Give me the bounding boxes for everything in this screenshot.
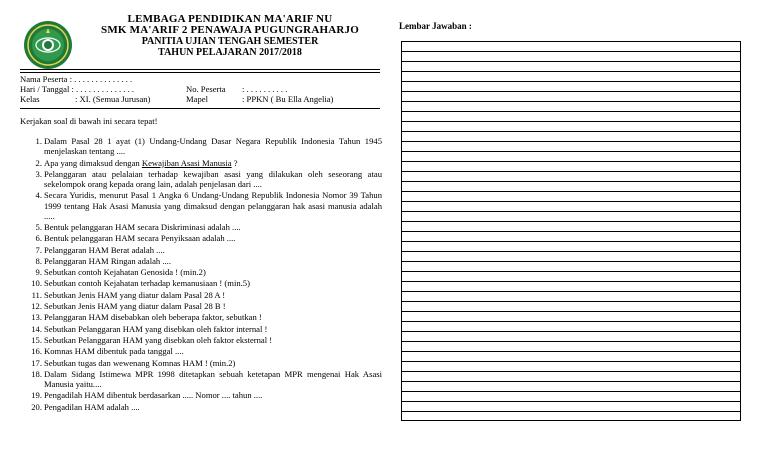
question-text: ? xyxy=(231,157,238,168)
answer-line[interactable] xyxy=(401,181,741,191)
question-number: 7. xyxy=(35,244,42,255)
answer-line[interactable] xyxy=(401,71,741,81)
nu-logo-icon xyxy=(23,20,73,70)
question-number: 16. xyxy=(31,346,42,357)
answer-line[interactable] xyxy=(401,91,741,101)
question-text: Pelanggaran HAM disebabkan oleh beberapa faktor, sebutkan ! xyxy=(44,312,262,323)
answer-line[interactable] xyxy=(401,251,741,261)
question-text: Secara Yuridis, menurut Pasal 1 Angka 6 Undang-Undang Republik Indonesia Nomor 39 Tahun 1999 tentang Hak Asasi Manusia yang dimaksud dengan pelanggaran hak asasi manusia adalah ..... xyxy=(44,190,382,221)
answer-line[interactable] xyxy=(401,331,741,341)
answer-line[interactable] xyxy=(401,391,741,401)
question-number: 14. xyxy=(31,323,42,334)
instruction: Kerjakan soal di bawah ini secara tepat! xyxy=(20,116,158,126)
question-text: Pengadilan HAM adalah .... xyxy=(44,401,140,412)
answer-line[interactable] xyxy=(401,221,741,231)
answer-line[interactable] xyxy=(401,151,741,161)
question-text: Dalam Pasal 28 1 ayat (1) Undang-Undang Dasar Negara Republik Indonesia Tahun 1945 menjelaskan tentang .... xyxy=(44,136,382,157)
question-text: Pelanggaran HAM Ringan adalah .... xyxy=(44,255,171,266)
header-line-2: SMK MA'ARIF 2 PENAWAJA PUGUNGRAHARJO xyxy=(101,24,359,36)
answer-line[interactable] xyxy=(401,241,741,251)
answer-line[interactable] xyxy=(401,361,741,371)
question-text: Dalam Sidang Istimewa MPR 1998 ditetapkan sebuah ketetapan MPR mengenai Hak Asasi Manusia yaitu.... xyxy=(44,368,382,390)
question-text: Bentuk pelanggaran HAM secara Diskriminasi adalah .... xyxy=(44,222,241,232)
question-term-underlined: Kewajiban Asasi Manusia xyxy=(141,157,232,168)
no-peserta-field[interactable]: : . . . . . . . . . . xyxy=(242,84,288,94)
question-text: Sebutkan tugas dan wewenang Komnas HAM ! (min.2) xyxy=(44,357,236,368)
question-text: Pengadilah HAM dibentuk berdasarkan ..... Nomor .... tahun .... xyxy=(44,390,263,401)
question-text: Sebutkan Jenis HAM yang diatur dalam Pasal 28 A ! xyxy=(44,289,226,300)
header-divider xyxy=(20,69,380,70)
question-item xyxy=(20,290,382,300)
question-number: 2. xyxy=(35,157,42,168)
question-item xyxy=(20,267,382,277)
header-line-3: PANITIA UJIAN TENGAH SEMESTER xyxy=(141,36,319,47)
question-item xyxy=(20,256,382,266)
mapel-value: : PPKN ( Bu Ella Angelia) xyxy=(242,94,334,104)
question-list xyxy=(20,136,382,413)
question-number: 3. xyxy=(35,168,42,179)
header-line-4: TAHUN PELAJARAN 2017/2018 xyxy=(158,47,302,58)
answer-line[interactable] xyxy=(401,411,741,421)
question-number: 8. xyxy=(35,255,42,266)
answer-line[interactable] xyxy=(401,121,741,131)
question-number: 11. xyxy=(31,289,42,300)
question-item xyxy=(20,190,382,221)
question-text: Sebutkan contoh Kejahatan terhadap kemanusiaan ! (min.5) xyxy=(44,278,250,289)
question-number: 18. xyxy=(31,368,42,379)
answer-line[interactable] xyxy=(401,171,741,181)
answer-line[interactable] xyxy=(401,401,741,411)
question-item xyxy=(20,312,382,322)
answer-line[interactable] xyxy=(401,191,741,201)
question-item xyxy=(20,245,382,255)
answer-sheet-title: Lembar Jawaban : xyxy=(399,21,472,31)
answer-line[interactable] xyxy=(401,51,741,61)
mapel-label: Mapel xyxy=(186,94,208,104)
question-text: Sebutkan Pelanggaran HAM yang disebkan oleh faktor eksternal ! xyxy=(44,334,273,345)
kelas-label: Kelas xyxy=(20,94,40,104)
no-peserta-label: No. Peserta xyxy=(186,84,226,94)
answer-line[interactable] xyxy=(401,311,741,321)
answer-line[interactable] xyxy=(401,111,741,121)
question-number: 13. xyxy=(31,312,42,323)
question-item xyxy=(20,324,382,334)
answer-line[interactable] xyxy=(401,41,741,51)
question-text: Bentuk pelanggaran HAM secara Penyiksaan adalah .... xyxy=(44,233,236,244)
question-number: 6. xyxy=(35,233,42,244)
question-number: 1. xyxy=(35,136,42,146)
question-number: 9. xyxy=(35,267,42,278)
question-number: 4. xyxy=(35,190,42,201)
question-text: Apa yang dimaksud dengan xyxy=(44,157,142,168)
answer-line[interactable] xyxy=(401,291,741,301)
header-line-1: LEMBAGA PENDIDIKAN MA'ARIF NU xyxy=(127,13,333,25)
question-text: Sebutkan Jenis HAM yang diatur dalam Pasal 28 B ! xyxy=(44,301,226,312)
answer-line[interactable] xyxy=(401,161,741,171)
question-item xyxy=(20,222,382,232)
answer-line[interactable] xyxy=(401,351,741,361)
question-item xyxy=(20,346,382,356)
question-text: Komnas HAM dibentuk pada tanggal .... xyxy=(44,346,184,357)
question-item xyxy=(20,335,382,345)
question-item xyxy=(20,390,382,400)
answer-line[interactable] xyxy=(401,61,741,71)
answer-line[interactable] xyxy=(401,131,741,141)
question-number: 5. xyxy=(35,222,42,232)
nama-field[interactable]: Nama Peserta : . . . . . . . . . . . . . . xyxy=(20,74,133,84)
question-item xyxy=(20,301,382,311)
question-text: Sebutkan Pelanggaran HAM yang disebkan oleh faktor internal ! xyxy=(44,323,268,334)
question-item xyxy=(20,369,382,389)
question-number: 15. xyxy=(31,334,42,345)
info-divider xyxy=(20,108,380,109)
question-number: 20. xyxy=(31,401,42,412)
answer-line[interactable] xyxy=(401,301,741,311)
hari-field[interactable]: Hari / Tanggal : . . . . . . . . . . . . . . xyxy=(20,84,135,94)
question-number: 10. xyxy=(31,278,42,289)
question-item xyxy=(20,169,382,189)
answer-line[interactable] xyxy=(401,141,741,151)
answer-line[interactable] xyxy=(401,341,741,351)
school-header xyxy=(80,14,380,58)
question-text: Sebutkan contoh Kejahatan Genosida ! (min.2) xyxy=(44,267,206,278)
answer-line[interactable] xyxy=(401,201,741,211)
question-number: 17. xyxy=(31,357,42,368)
answer-line[interactable] xyxy=(401,281,741,291)
question-item xyxy=(20,158,382,168)
question-item xyxy=(20,136,382,156)
question-number: 12. xyxy=(31,301,42,312)
answer-sheet[interactable] xyxy=(401,41,741,421)
answer-line[interactable] xyxy=(401,231,741,241)
question-item xyxy=(20,358,382,368)
question-number: 19. xyxy=(31,390,42,401)
question-item xyxy=(20,233,382,243)
header-divider-thin xyxy=(20,72,380,73)
answer-line[interactable] xyxy=(401,81,741,91)
answer-line[interactable] xyxy=(401,211,741,221)
answer-line[interactable] xyxy=(401,381,741,391)
question-text: Pelanggaran atau pelalaian terhadap kewajiban asasi yang dilakukan oleh seseorang atau sekelompok orang kepada orang lain, adalah penjelasan dari .... xyxy=(44,168,382,189)
answer-line[interactable] xyxy=(401,271,741,281)
question-item xyxy=(20,278,382,288)
kelas-value: : XI. (Semua Jurusan) xyxy=(75,94,151,104)
question-text: Pelanggaran HAM Berat adalah .... xyxy=(44,244,165,255)
answer-line[interactable] xyxy=(401,101,741,111)
answer-line[interactable] xyxy=(401,371,741,381)
answer-line[interactable] xyxy=(401,261,741,271)
answer-line[interactable] xyxy=(401,321,741,331)
question-item xyxy=(20,402,382,412)
